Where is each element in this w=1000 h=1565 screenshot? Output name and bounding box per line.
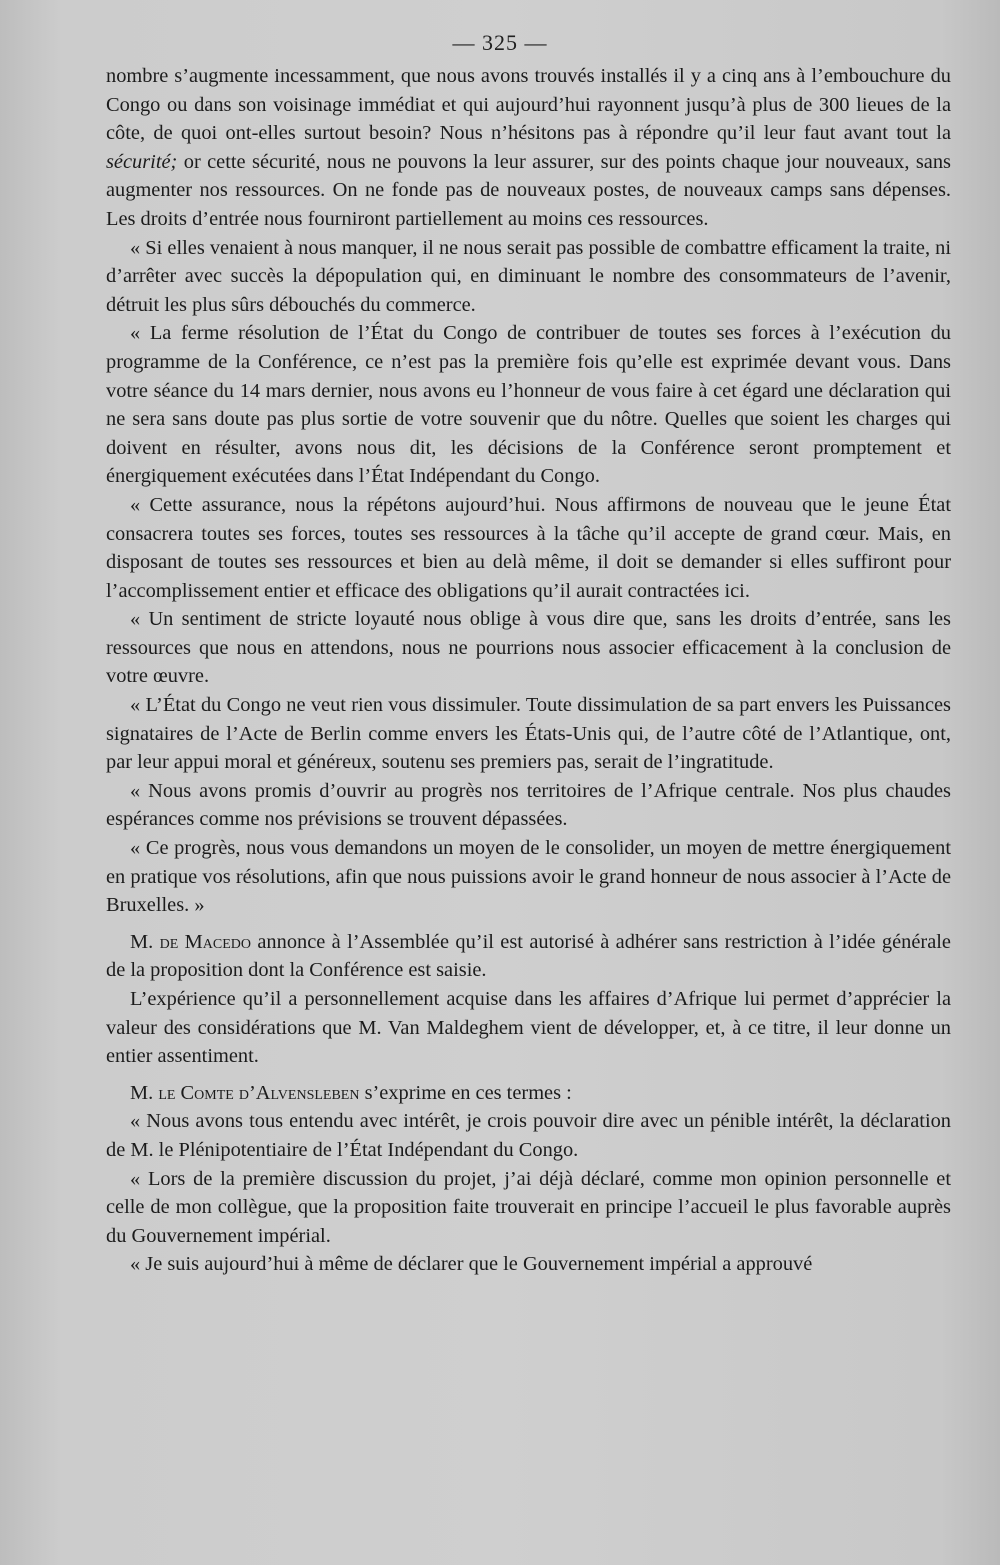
- paragraph-12: « Nous avons tous entendu avec intérêt, je crois pouvoir dire avec un pénible intérêt, la déclaration de M. le Plénipotentiaire de l’État Indépendant du Congo.: [106, 1110, 951, 1161]
- paragraph-2: « Si elles venaient à nous manquer, il ne nous serait pas possible de combattre efficament la traite, ni d’arrêter avec succès la dépopulation qui, en diminuant le nombre des consommateurs de l’avenir, détruit les plus sûrs débouchés du commerce.: [106, 236, 951, 316]
- paragraph-alvensleben: [106, 1079, 951, 1108]
- paragraph-5: « Un sentiment de stricte loyauté nous oblige à vous dire que, sans les droits d’entrée, sans les ressources que nous en attendons, nous ne pourrions nous associer efficacement à la conclusion de votre œuvre.: [106, 608, 951, 688]
- speaker-macedo-prefix: M.: [130, 930, 154, 953]
- paragraph-7: « Nous avons promis d’ouvrir au progrès nos territoires de l’Afrique centrale. Nos plus chaudes espérances comme nos prévisions se trouvent dépassées.: [106, 779, 951, 831]
- speaker-macedo-name: de Macedo: [159, 930, 251, 953]
- emphasis-securite: sécurité;: [106, 150, 178, 173]
- paragraph-3: « La ferme résolution de l’État du Congo de contribuer de toutes ses forces à l’exécution du programme de la Conférence, ce n’est pas la première fois qu’elle est exprimée devant vous. Dans votre séance du 14 mars dernier, nous avons eu l’honneur de vous faire à cet égard une déclaration qui ne sera sans doute pas plus sortie de votre souvenir que du nôtre. Quelles que soient les charges qui doivent en résulter, avons nous dit, les décisions de la Conférence seront promptement et énergiquement exécutées dans l’État Indépendant du Congo.: [106, 322, 951, 488]
- paragraph-4: « Cette assurance, nous la répétons aujourd’hui. Nous affirmons de nouveau que le jeune État consacrera toutes ses forces, toutes ses ressources à la tâche qu’il accepte de grand cœur. Mais, en disposant de toutes ses ressources et bien au delà même, il doit se demander si elles suffiront pour l’accomplissement entier et efficace des obligations qu’il aurait contractées ici.: [106, 493, 951, 602]
- page-number: — 325 —: [452, 30, 548, 55]
- speaker-alvensleben-prefix: M.: [130, 1081, 154, 1104]
- paragraph-1-continuation: or cette sécurité, nous ne pouvons la leur assurer, sur des points chaque jour nouveaux, sans augmenter nos ressources. On ne fonde pas de nouveaux postes, de nouveaux camps sans dépenses. Les droits d’entrée nous fourniront partiellement au moins ces ressources.: [106, 150, 951, 230]
- paragraph-1: [106, 62, 951, 234]
- paragraph-10: L’expérience qu’il a personnellement acquise dans les affaires d’Afrique lui permet d’apprécier la valeur des considérations que M. Van Maldeghem vient de développer, et, à ce titre, il leur donne un entier assentiment.: [106, 988, 951, 1068]
- paragraph-alvensleben-text: s’exprime en ces termes :: [364, 1081, 572, 1104]
- page-body: [106, 62, 951, 1279]
- paragraph-13: « Lors de la première discussion du projet, j’ai déjà déclaré, comme mon opinion personnelle et celle de mon collègue, que la proposition faite trouverait en principe l’accueil le plus favorable auprès du Gouvernement impérial.: [106, 1167, 951, 1247]
- paragraph-14: « Je suis aujourd’hui à même de déclarer que le Gouvernement impérial a approuvé: [130, 1253, 813, 1276]
- paragraph-macedo-text: annonce à l’Assemblée qu’il est autorisé à adhérer sans restriction à l’idée générale de la proposition dont la Conférence est saisie.: [106, 930, 951, 982]
- speaker-alvensleben-name: le Comte d’Alvensleben: [158, 1081, 360, 1104]
- paragraph-1-text: nombre s’augmente incessamment, que nous avons trouvés installés il y a cinq ans à l’embouchure du Congo ou dans son voisinage immédiat et qui aujourd’hui rayonnent jusqu’à plus de 300 lieues de la côte, de quoi ont-elles surtout besoin? Nous n’hésitons pas à répondre qu’il leur faut avant tout la: [106, 65, 951, 145]
- paragraph-6: « L’État du Congo ne veut rien vous dissimuler. Toute dissimulation de sa part envers les Puissances signataires de l’Acte de Berlin comme envers les États-Unis qui, de l’autre côté de l’Atlantique, ont, par leur appui moral et généreux, soutenu ses premiers pas, serait de l’ingratitude.: [106, 694, 951, 774]
- paragraph-macedo: [106, 928, 951, 985]
- paragraph-8: « Ce progrès, nous vous demandons un moyen de le consolider, un moyen de mettre énergiquement en pratique vos résolutions, afin que nous puissions avoir le grand honneur de nous associer à l’Acte de Bruxelles. »: [106, 837, 951, 917]
